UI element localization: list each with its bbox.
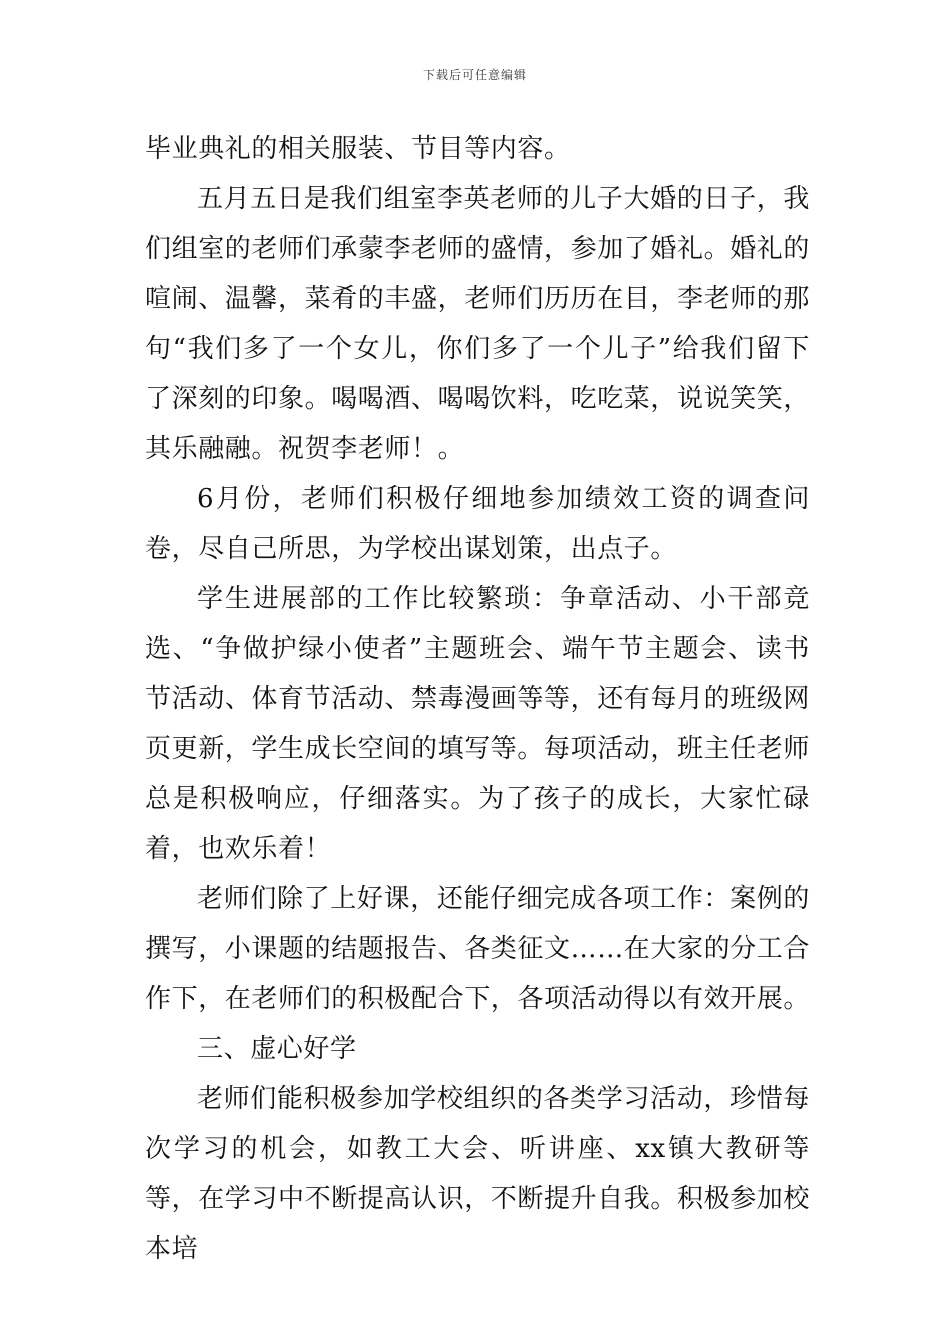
paragraph-3: 6月份，老师们积极仔细地参加绩效工资的调查问卷，尽自己所思，为学校出谋划策，出点子。 — [145, 484, 810, 564]
paragraph-6: 老师们能积极参加学校组织的各类学习活动，珍惜每次学习的机会，如教工大会、听讲座、xx镇大教研等等，在学习中不断提高认识，不断提升自我。积极参加校本培 — [145, 1084, 811, 1264]
paragraph-5: 老师们除了上好课，还能仔细完成各项工作：案例的撰写，小课题的结题报告、各类征文……在大家的分工合作下，在老师们的积极配合下，各项活动得以有效开展。 — [145, 884, 811, 1014]
section-heading: 三、虚心好学 — [197, 1034, 357, 1064]
paragraph-2: 五月五日是我们组室李英老师的儿子大婚的日子，我们组室的老师们承蒙李老师的盛情，参加了婚礼。婚礼的喧闹、温馨，菜肴的丰盛，老师们历历在目，李老师的那句“我们多了一个女儿，你们多了一个儿子”给我们留下了深刻的印象。喝喝酒、喝喝饮料，吃吃菜，说说笑笑，其乐融融。祝贺李老师！。 — [145, 184, 811, 464]
document-body — [145, 124, 810, 1274]
paragraph-4: 学生进展部的工作比较繁琐：争章活动、小干部竞选、“争做护绿小使者”主题班会、端午节主题会、读书节活动、体育节活动、禁毒漫画等等，还有每月的班级网页更新，学生成长空间的填写等。每项活动，班主任老师总是积极响应，仔细落实。为了孩子的成长，大家忙碌着，也欢乐着！ — [145, 584, 811, 864]
paragraph-1: 毕业典礼的相关服装、节目等内容。 — [145, 134, 571, 164]
header-note: 下载后可任意编辑 — [422, 68, 527, 82]
